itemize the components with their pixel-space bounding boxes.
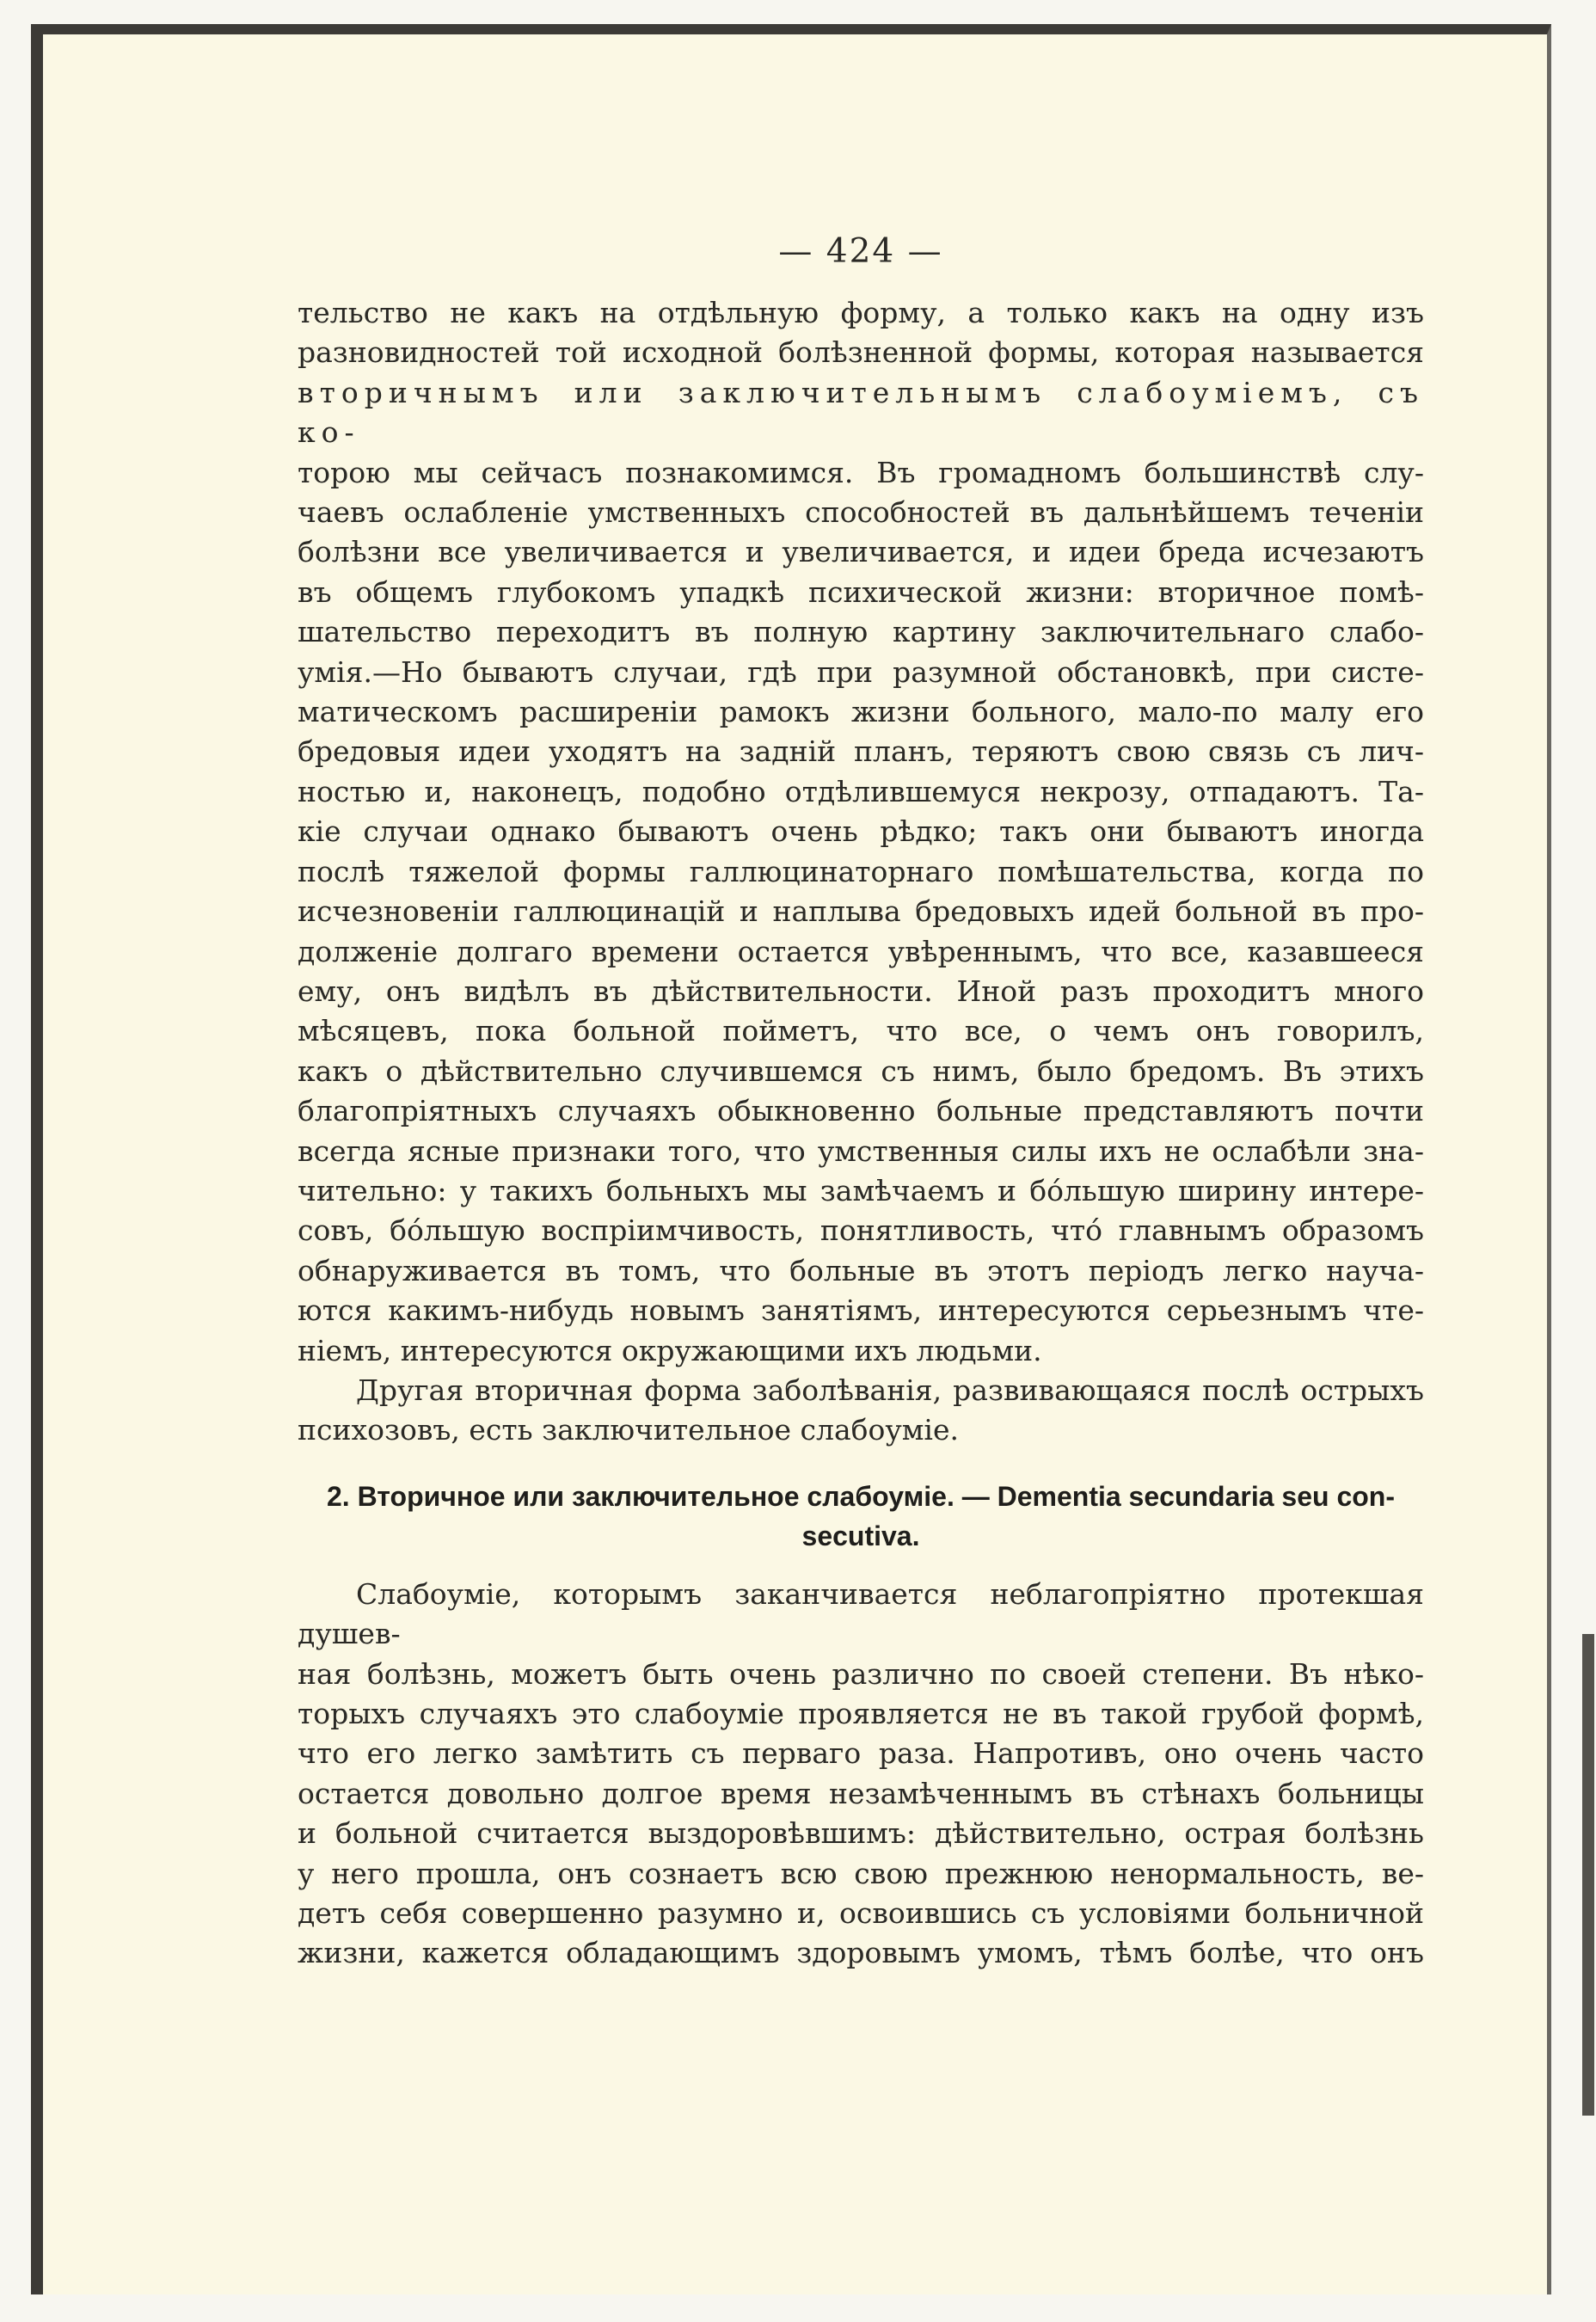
text-line: исчезновеніи галлюцинацій и наплыва бредовыхъ идей больной въ про-	[298, 894, 1424, 929]
text-line: бредовыя идеи уходятъ на задній планъ, теряютъ свою связь съ лич-	[298, 734, 1424, 769]
text-line: мѣсяцевъ, пока больной пойметъ, что все, о чемъ онъ говорилъ,	[298, 1014, 1424, 1048]
text-line: благопріятныхъ случаяхъ обыкновенно больные представляютъ почти	[298, 1094, 1424, 1128]
paragraph-1	[298, 293, 1424, 1371]
text-line: остается довольно долгое время незамѣченнымъ въ стѣнахъ больницы	[298, 1776, 1424, 1810]
text-line: ніемъ, интересуются окружающими ихъ людьми.	[298, 1333, 1042, 1367]
paragraph-3	[298, 1575, 1424, 1974]
text-line: какъ о дѣйствительно случившемся съ нимъ, было бредомъ. Въ этихъ	[298, 1054, 1424, 1088]
text-line: Другая вторичная форма заболѣванія, развивающаяся послѣ острыхъ	[356, 1373, 1424, 1407]
text-line: чительно: у такихъ больныхъ мы замѣчаемъ и бо́льшую ширину интере-	[298, 1173, 1424, 1207]
text-line: Слабоуміе, которымъ заканчивается неблагопріятно протекшая душев-	[298, 1576, 1424, 1651]
text-line: болѣзни все увеличивается и увеличивается, и идеи бреда исчезаютъ	[298, 535, 1424, 569]
section-heading-line: secutiva.	[801, 1520, 920, 1551]
text-line: послѣ тяжелой формы галлюцинаторнаго помѣшательства, когда по	[298, 854, 1424, 888]
text-line: чаевъ ослабленіе умственныхъ способностей въ дальнѣйшемъ теченіи	[298, 495, 1424, 530]
text-line: торыхъ случаяхъ это слабоуміе проявляется не въ такой грубой формѣ,	[298, 1697, 1424, 1730]
section-heading	[298, 1477, 1424, 1556]
page-number: — 424 —	[778, 232, 943, 271]
text-line: что его легко замѣтить съ перваго раза. Напротивъ, оно очень часто	[298, 1736, 1424, 1771]
section-heading-line: 2. Вторичное или заключительное слабоуміе. — Dementia secundaria seu con-	[327, 1480, 1395, 1512]
text-line: обнаруживается въ томъ, что больные въ этотъ періодъ легко научa-	[298, 1253, 1424, 1287]
text-line: у него прошла, онъ сознаетъ всю свою прежнюю ненормальность, ве-	[298, 1856, 1424, 1890]
text-line: матическомъ расширеніи рамокъ жизни больного, мало-по малу его	[298, 695, 1424, 729]
text-line: детъ себя совершенно разумно и, освоившись съ условіями больничной	[298, 1896, 1424, 1931]
text-line: ная болѣзнь, можетъ быть очень различно по своей степени. Въ нѣко-	[298, 1656, 1424, 1691]
text-line: разновидностей той исходной болѣзненной формы, которая называется	[298, 335, 1424, 370]
text-line: и больной считается выздоровѣвшимъ: дѣйствительно, острая болѣзнь	[298, 1816, 1424, 1851]
text-line: шательство переходитъ въ полную картину заключительнаго слабо-	[298, 615, 1424, 649]
text-line: торою мы сейчасъ познакомимся. Въ громадномъ большинствѣ слу-	[298, 455, 1424, 489]
text-line: умія.—Но бываютъ случаи, гдѣ при разумной обстановкѣ, при систе-	[298, 654, 1424, 689]
text-line: ются какимъ-нибудь новымъ занятіямъ, интересуются серьезнымъ чте-	[298, 1293, 1424, 1328]
page-edge-shadow	[1582, 1634, 1594, 2116]
text-line: совъ, бо́льшую воспріимчивость, понятливость, что́ главнымъ образомъ	[298, 1213, 1424, 1248]
text-line: долженіе долгаго времени остается увѣреннымъ, что все, казавшееся	[298, 934, 1424, 968]
text-line: въ общемъ глубокомъ упадкѣ психической жизни: вторичное помѣ-	[298, 574, 1424, 609]
text-line: всегда ясные признаки того, что умственныя силы ихъ не ослабѣли зна-	[298, 1133, 1424, 1168]
document-page	[298, 232, 1424, 1974]
text-line: ностью и, наконецъ, подобно отдѣлившемуся некрозу, отпадаютъ. Та-	[298, 774, 1424, 808]
text-line: кіе случаи однако бываютъ очень рѣдко; такъ они бываютъ иногда	[298, 814, 1424, 849]
text-line: ему, онъ видѣлъ въ дѣйствительности. Иной разъ проходитъ много	[298, 974, 1424, 1008]
text-line-emphasis: вторичнымъ или заключительнымъ слабоуміемъ, съ ко-	[298, 375, 1424, 450]
paragraph-2	[298, 1371, 1424, 1451]
text-line: тельство не какъ на отдѣльную форму, а только какъ на одну изъ	[298, 296, 1424, 329]
text-line: психозовъ, есть заключительное слабоуміе.	[298, 1413, 960, 1447]
text-line: жизни, кажется обладающимъ здоровымъ умомъ, тѣмъ болѣе, что онъ	[298, 1936, 1424, 1970]
